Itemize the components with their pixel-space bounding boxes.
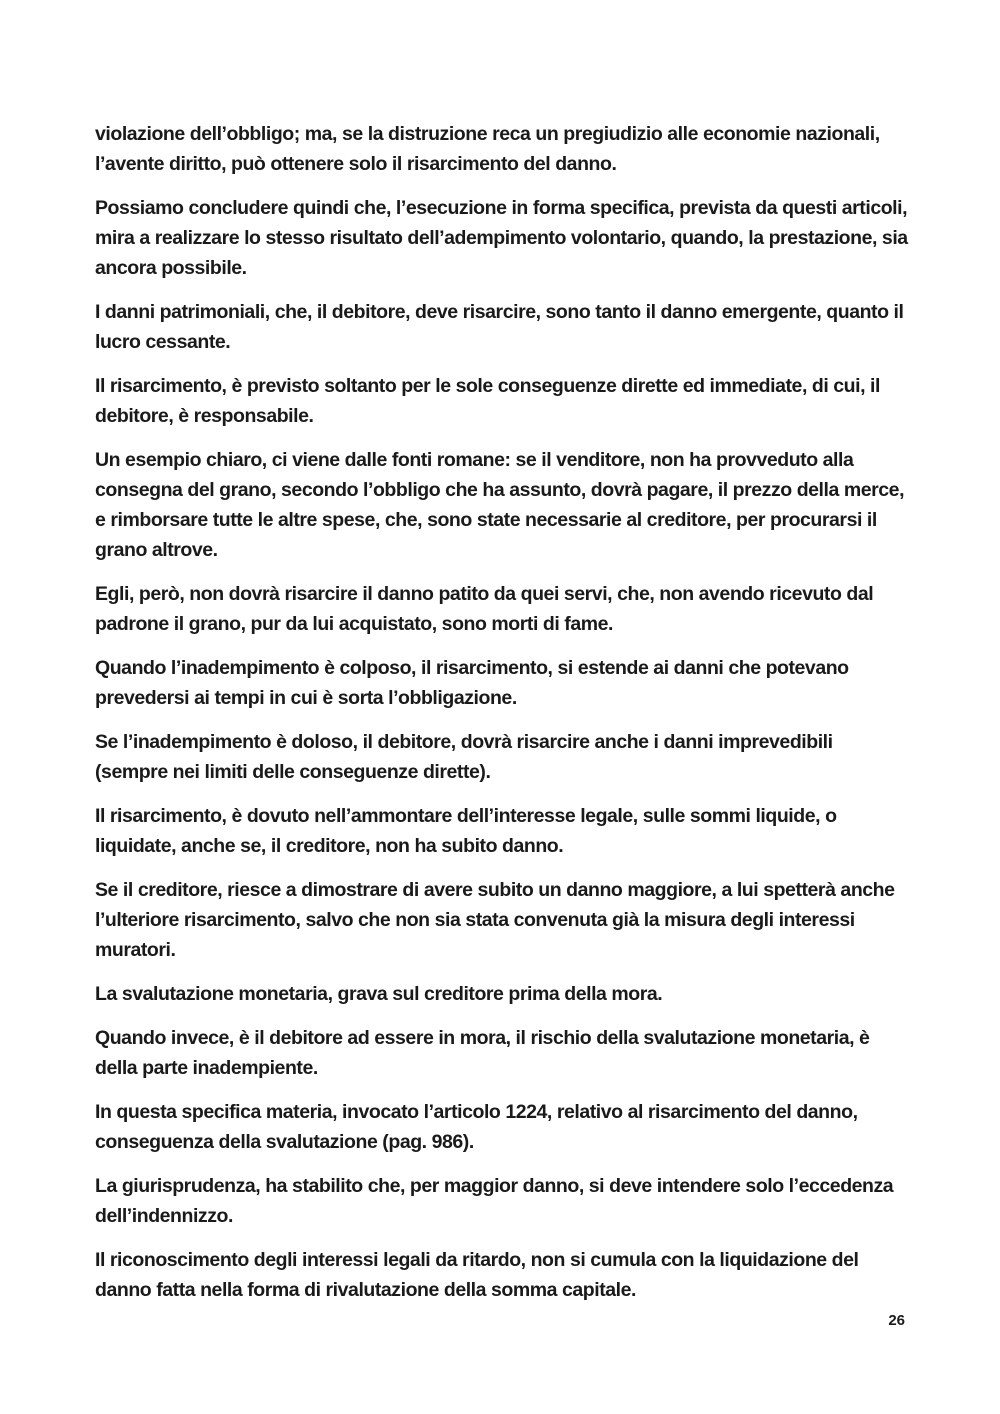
paragraph: La svalutazione monetaria, grava sul creditore prima della mora. <box>95 983 663 1005</box>
page-number: 26 <box>888 1312 905 1329</box>
paragraph: violazione dell’obbligo; ma, se la distruzione reca un pregiudizio alle economie nazionali, l’avente diritto, può ottenere solo il risarcimento del danno. <box>95 123 880 175</box>
paragraph: Se il creditore, riesce a dimostrare di avere subito un danno maggiore, a lui spetterà anche l’ulteriore risarcimento, salvo che non sia stata convenuta già la misura degli interessi muratori. <box>95 879 895 961</box>
paragraph: I danni patrimoniali, che, il debitore, deve risarcire, sono tanto il danno emergente, quanto il lucro cessante. <box>95 301 904 353</box>
paragraph: La giurisprudenza, ha stabilito che, per maggior danno, si deve intendere solo l’eccedenza dell’indennizzo. <box>95 1175 894 1227</box>
paragraph: Il risarcimento, è dovuto nell’ammontare dell’interesse legale, sulle sommi liquide, o liquidate, anche se, il creditore, non ha subito danno. <box>95 805 837 857</box>
paragraph: Il risarcimento, è previsto soltanto per le sole conseguenze dirette ed immediate, di cui, il debitore, è responsabile. <box>95 375 880 427</box>
paragraph: Egli, però, non dovrà risarcire il danno patito da quei servi, che, non avendo ricevuto dal padrone il grano, pur da lui acquistato, sono morti di fame. <box>95 583 874 635</box>
paragraph: Un esempio chiaro, ci viene dalle fonti romane: se il venditore, non ha provveduto alla consegna del grano, secondo l’obbligo che ha assunto, dovrà pagare, il prezzo della merce, e rimborsare tutte le altre spese, che, sono state necessarie al creditore, per procurarsi il grano altrove. <box>95 449 905 561</box>
body-text <box>95 119 910 1319</box>
paragraph: Possiamo concludere quindi che, l’esecuzione in forma specifica, prevista da questi articoli, mira a realizzare lo stesso risultato dell’adempimento volontario, quando, la prestazione, sia ancora possibile. <box>95 197 908 279</box>
paragraph: Quando invece, è il debitore ad essere in mora, il rischio della svalutazione monetaria, è della parte inadempiente. <box>95 1027 870 1079</box>
paragraph: Quando l’inadempimento è colposo, il risarcimento, si estende ai danni che potevano prevedersi ai tempi in cui è sorta l’obbligazione. <box>95 657 849 709</box>
paragraph: In questa specifica materia, invocato l’articolo 1224, relativo al risarcimento del danno, conseguenza della svalutazione (pag. 986). <box>95 1101 858 1153</box>
paragraph: Il riconoscimento degli interessi legali da ritardo, non si cumula con la liquidazione del danno fatta nella forma di rivalutazione della somma capitale. <box>95 1249 859 1301</box>
paragraph: Se l’inadempimento è doloso, il debitore, dovrà risarcire anche i danni imprevedibili (sempre nei limiti delle conseguenze dirette). <box>95 731 833 783</box>
